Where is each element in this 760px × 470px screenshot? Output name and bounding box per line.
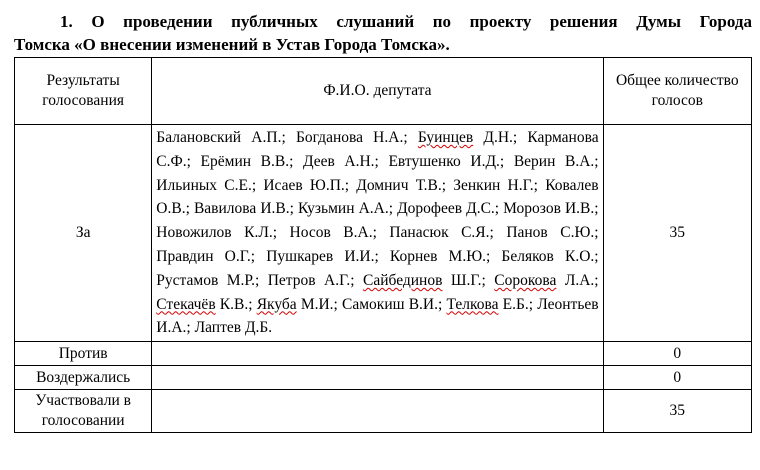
deputy-names-empty [152,390,603,433]
heading-text-1: 1. О проведении публичных слушаний по проекту решения Думы Города [60,12,752,31]
name-segment: Е.Б.; Леонтьев И.А.; Лаптев Д.Б. [156,295,599,337]
name-segment: К.В.; [215,295,257,313]
spellcheck-word: Телкова [446,295,499,313]
name-segment: Балановский А.П.; Богданова Н.А.; [156,129,418,146]
total-participated: 35 [603,390,751,433]
table-header-row [15,58,752,125]
total-for: 35 [603,125,751,342]
total-against: 0 [603,342,751,366]
table-row-participated [15,390,752,433]
name-segment: М.И.; Самокиш В.И.; [296,295,447,313]
header-results: Результаты голосования [15,58,152,125]
deputy-names-empty [152,366,603,390]
row-label-abstained: Воздержались [15,366,152,390]
header-deputy-name: Ф.И.О. депутата [152,58,603,125]
heading-line-2: Томска «О внесении изменений в Устав Города Томска». [14,35,450,54]
row-label-for: За [15,125,152,342]
table-row-against [15,342,752,366]
name-segment: Ш.Г.; [442,271,495,289]
section-heading [14,10,752,56]
name-segment: Д.Н.; Карманова С.Ф.; Ерёмин В.В.; Деев А.Н.; Евтушенко И.Д.; Верин В.А.; Ильиных С.Е.; Исаев Ю.П.; Домнич Т.В.; Зенкин Н.Г.; Ковалев О.В.; Вавилова И.В.; Кузьмин А.А.; Дорофеев Д.С.; Морозов И.В.; Новожилов К.Л.; Носов В.А.; Панасюк С.Я.; Панов С.Ю.; Правдин О.Г.; Пушкарев И.И.; Корнев М.Ю.; Беляков К.О.; Рустамов М.Р.; Петров А.Г.; [156,129,599,289]
heading-line-1 [14,10,752,33]
row-label-participated: Участвовали в голосовании [15,390,152,433]
voting-results-table [14,57,752,433]
total-abstained: 0 [603,366,751,390]
table-row-abstained [15,366,752,390]
row-label-against: Против [15,342,152,366]
spellcheck-word: Стекачёв [156,295,216,313]
table-row-for [15,125,752,342]
header-total-votes: Общее количество голосов [603,58,751,125]
deputy-names-list [152,125,603,342]
name-segment: Л.А.; [556,271,599,289]
deputy-names-empty [152,342,603,366]
spellcheck-word: Сорокова [494,271,557,289]
spellcheck-word: Сайбединов [363,271,443,289]
spellcheck-word: Буинцев [417,129,474,146]
spellcheck-word: Якуба [256,295,297,313]
